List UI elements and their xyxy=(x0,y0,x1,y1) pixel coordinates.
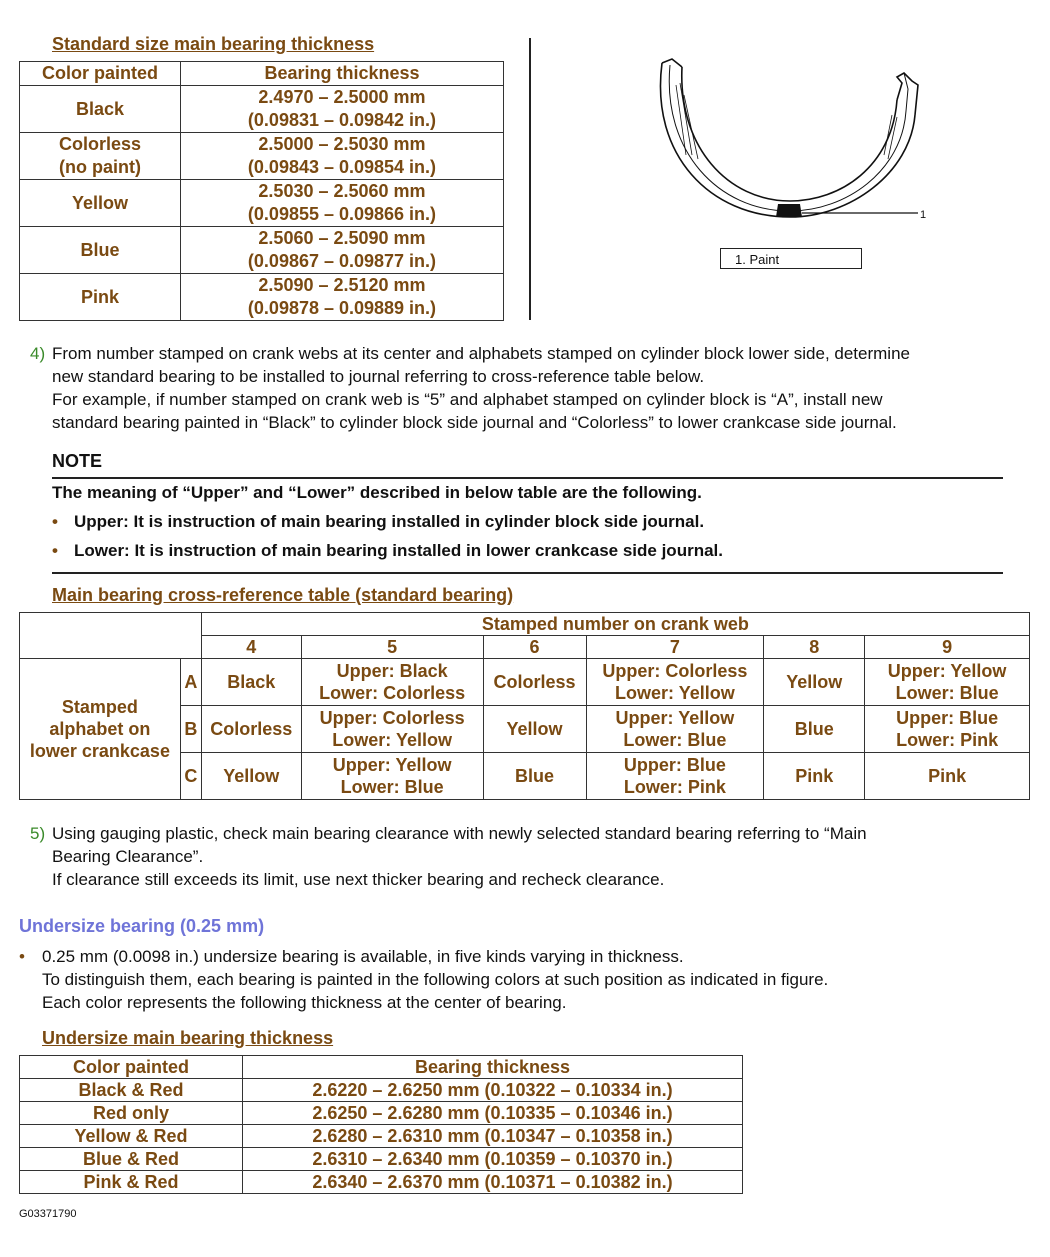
std-color-text: Pink xyxy=(80,286,119,307)
std-thickness-cell xyxy=(181,274,504,321)
xref-cell-line: Yellow xyxy=(506,719,563,739)
std-thickness-in: (0.09867 – 0.09877 in.) xyxy=(247,251,437,271)
figure-id: G03371790 xyxy=(19,1208,77,1220)
xref-letter-cell: C xyxy=(180,753,201,800)
note-item-text: Lower: It is instruction of main bearing installed in lower crankcase side journal. xyxy=(74,541,723,560)
std-thickness-in: (0.09855 – 0.09866 in.) xyxy=(247,204,437,224)
std-thickness-mm: 2.5030 – 2.5060 mm xyxy=(258,181,426,201)
xref-cell-line: Lower: Blue xyxy=(895,683,999,703)
xref-corner-cell xyxy=(20,613,202,659)
std-thickness-mm: 2.4970 – 2.5000 mm xyxy=(258,87,426,107)
note-item-upper xyxy=(52,512,704,532)
under-col-color-header: Color painted xyxy=(20,1056,243,1079)
xref-row-header-line: Stamped xyxy=(61,697,138,717)
xref-cell xyxy=(301,706,483,753)
std-thickness-mm: 2.5090 – 2.5120 mm xyxy=(258,275,426,295)
step4-line: new standard bearing to be installed to journal referring to cross-reference table below. xyxy=(52,367,705,386)
xref-cell-line: Lower: Pink xyxy=(896,730,999,750)
std-thickness-in: (0.09843 – 0.09854 in.) xyxy=(247,157,437,177)
xref-number-header: 4 xyxy=(201,636,301,659)
under-color-cell: Red only xyxy=(20,1102,243,1125)
note-top-rule xyxy=(52,477,1003,479)
undersize-row xyxy=(20,1102,743,1125)
xref-cell-line: Upper: Blue xyxy=(896,708,999,728)
note-title: NOTE xyxy=(52,451,103,471)
xref-cell xyxy=(301,659,483,706)
xref-table-caption: Main bearing cross-reference table (standard bearing) xyxy=(52,585,514,605)
std-color-cell xyxy=(20,227,181,274)
step5-number: 5) xyxy=(30,824,46,843)
xref-cell-line: Upper: Black xyxy=(336,661,448,681)
xref-cell xyxy=(764,706,865,753)
xref-cell-line: Upper: Blue xyxy=(623,755,726,775)
xref-cell xyxy=(201,753,301,800)
undersize-row xyxy=(20,1148,743,1171)
xref-cell xyxy=(483,659,586,706)
step4-line: For example, if number stamped on crank web is “5” and alphabet stamped on cylinder block is “A”, install new xyxy=(52,390,883,409)
undersize-text xyxy=(42,945,1032,1014)
std-color-cell xyxy=(20,180,181,227)
xref-number-header: 8 xyxy=(764,636,865,659)
column-divider xyxy=(529,38,531,320)
xref-number-header: 7 xyxy=(586,636,764,659)
step4-number: 4) xyxy=(30,344,46,363)
xref-cell-line: Upper: Yellow xyxy=(615,708,735,728)
xref-cell-line: Black xyxy=(227,672,276,692)
std-col-thickness-header: Bearing thickness xyxy=(181,62,504,86)
std-color-cell xyxy=(20,133,181,180)
std-thickness-mm: 2.5000 – 2.5030 mm xyxy=(258,134,426,154)
note-item-text: Upper: It is instruction of main bearing installed in cylinder block side journal. xyxy=(74,512,705,531)
std-color-cell xyxy=(20,86,181,133)
xref-number-header: 5 xyxy=(301,636,483,659)
step5-line: Using gauging plastic, check main bearing clearance with newly selected standard bearing referring to “Main xyxy=(52,824,867,843)
xref-cell xyxy=(201,659,301,706)
std-color-text: Blue xyxy=(80,239,120,260)
note-bottom-rule xyxy=(52,572,1003,574)
under-color-cell: Pink & Red xyxy=(20,1171,243,1194)
xref-cell-line: Blue xyxy=(794,719,834,739)
step4-text xyxy=(52,342,1042,434)
bullet-icon: • xyxy=(52,512,58,531)
undersize-line: To distinguish them, each bearing is painted in the following colors at such position as indicated in figure. xyxy=(42,970,829,989)
under-col-thickness-header: Bearing thickness xyxy=(243,1056,743,1079)
std-color-text: Black xyxy=(75,98,125,119)
std-bearing-table xyxy=(19,61,504,321)
xref-cell-line: Lower: Colorless xyxy=(319,683,466,703)
std-thickness-cell xyxy=(181,86,504,133)
std-table-row xyxy=(20,133,504,180)
undersize-row xyxy=(20,1125,743,1148)
std-table-row xyxy=(20,274,504,321)
xref-cell xyxy=(586,753,764,800)
xref-row-header-line: lower crankcase xyxy=(29,741,170,761)
undersize-line: Each color represents the following thickness at the center of bearing. xyxy=(42,993,567,1012)
xref-cell xyxy=(865,706,1030,753)
paint-mark xyxy=(776,204,802,217)
std-thickness-mm: 2.5060 – 2.5090 mm xyxy=(258,228,426,248)
undersize-line: 0.25 mm (0.0098 in.) undersize bearing is available, in five kinds varying in thickness. xyxy=(42,947,684,966)
xref-cell-line: Pink xyxy=(795,766,834,786)
std-thickness-in: (0.09878 – 0.09889 in.) xyxy=(247,298,437,318)
xref-number-header: 6 xyxy=(483,636,586,659)
std-color-text: (no paint) xyxy=(59,157,141,177)
xref-cell xyxy=(865,753,1030,800)
std-table-row xyxy=(20,180,504,227)
xref-row-header xyxy=(20,659,181,800)
xref-cell-line: Pink xyxy=(928,766,967,786)
step5-text xyxy=(52,822,1042,891)
std-table-row xyxy=(20,227,504,274)
std-table-caption: Standard size main bearing thickness xyxy=(52,34,375,54)
std-thickness-cell xyxy=(181,227,504,274)
under-thickness-cell: 2.6220 – 2.6250 mm (0.10322 – 0.10334 in.) xyxy=(243,1079,743,1102)
xref-cell-line: Colorless xyxy=(210,719,293,739)
note-intro: The meaning of “Upper” and “Lower” described in below table are the following. xyxy=(52,483,702,502)
std-color-text: Yellow xyxy=(71,192,129,213)
under-thickness-cell: 2.6280 – 2.6310 mm (0.10347 – 0.10358 in.) xyxy=(243,1125,743,1148)
xref-cell-line: Yellow xyxy=(223,766,280,786)
xref-cell-line: Lower: Blue xyxy=(623,730,727,750)
xref-cell-line: Blue xyxy=(515,766,555,786)
xref-row-header-line: alphabet on xyxy=(49,719,151,739)
std-table-body xyxy=(20,86,504,321)
std-color-text: Colorless xyxy=(58,134,142,154)
under-color-cell: Blue & Red xyxy=(20,1148,243,1171)
xref-cell-line: Upper: Colorless xyxy=(319,708,465,728)
xref-number-header: 9 xyxy=(865,636,1030,659)
xref-cell xyxy=(764,753,865,800)
note-item-lower xyxy=(52,541,723,561)
figure-legend-text: 1. Paint xyxy=(735,252,780,267)
under-thickness-cell: 2.6340 – 2.6370 mm (0.10371 – 0.10382 in.) xyxy=(243,1171,743,1194)
xref-cell-line: Lower: Yellow xyxy=(615,683,735,703)
undersize-table-caption: Undersize main bearing thickness xyxy=(42,1028,334,1048)
xref-cell-line: Upper: Yellow xyxy=(332,755,452,775)
xref-cell-line: Lower: Yellow xyxy=(332,730,452,750)
xref-cell-line: Upper: Colorless xyxy=(602,661,748,681)
xref-cell-line: Colorless xyxy=(493,672,576,692)
xref-letter-cell: B xyxy=(180,706,201,753)
std-table-row xyxy=(20,86,504,133)
xref-cell xyxy=(586,706,764,753)
bullet-icon: • xyxy=(52,541,58,560)
xref-cell-line: Upper: Yellow xyxy=(887,661,1007,681)
undersize-table xyxy=(19,1055,743,1194)
xref-top-header: Stamped number on crank web xyxy=(201,613,1029,636)
step5-line: Bearing Clearance”. xyxy=(52,847,204,866)
under-color-cell: Yellow & Red xyxy=(20,1125,243,1148)
std-thickness-cell xyxy=(181,180,504,227)
xref-cell xyxy=(483,706,586,753)
xref-cell xyxy=(764,659,865,706)
xref-cell xyxy=(865,659,1030,706)
xref-table-body xyxy=(20,659,1030,800)
undersize-bullet-icon: • xyxy=(19,947,25,966)
std-col-color-header: Color painted xyxy=(20,62,181,86)
xref-table xyxy=(19,612,1030,800)
xref-cell xyxy=(483,753,586,800)
step4-line: From number stamped on crank webs at its center and alphabets stamped on cylinder block lower side, determine xyxy=(52,344,910,363)
step4-line: standard bearing painted in “Black” to cylinder block side journal and “Colorless” to lower crankcase side journal. xyxy=(52,413,897,432)
xref-cell-line: Lower: Blue xyxy=(340,777,444,797)
std-thickness-cell xyxy=(181,133,504,180)
xref-row xyxy=(20,659,1030,706)
undersize-row xyxy=(20,1171,743,1194)
paint-callout-number: 1 xyxy=(920,209,927,221)
undersize-heading: Undersize bearing (0.25 mm) xyxy=(19,916,265,936)
step5-line: If clearance still exceeds its limit, use next thicker bearing and recheck clearance. xyxy=(52,870,665,889)
xref-cell xyxy=(201,706,301,753)
xref-cell xyxy=(301,753,483,800)
undersize-table-body xyxy=(20,1079,743,1194)
figure-legend xyxy=(720,248,862,269)
std-thickness-in: (0.09831 – 0.09842 in.) xyxy=(247,110,437,130)
under-color-cell: Black & Red xyxy=(20,1079,243,1102)
under-thickness-cell: 2.6250 – 2.6280 mm (0.10335 – 0.10346 in.) xyxy=(243,1102,743,1125)
xref-cell xyxy=(586,659,764,706)
under-thickness-cell: 2.6310 – 2.6340 mm (0.10359 – 0.10370 in.) xyxy=(243,1148,743,1171)
xref-letter-cell: A xyxy=(180,659,201,706)
undersize-row xyxy=(20,1079,743,1102)
xref-cell-line: Yellow xyxy=(786,672,843,692)
std-color-cell xyxy=(20,274,181,321)
xref-cell-line: Lower: Pink xyxy=(623,777,726,797)
